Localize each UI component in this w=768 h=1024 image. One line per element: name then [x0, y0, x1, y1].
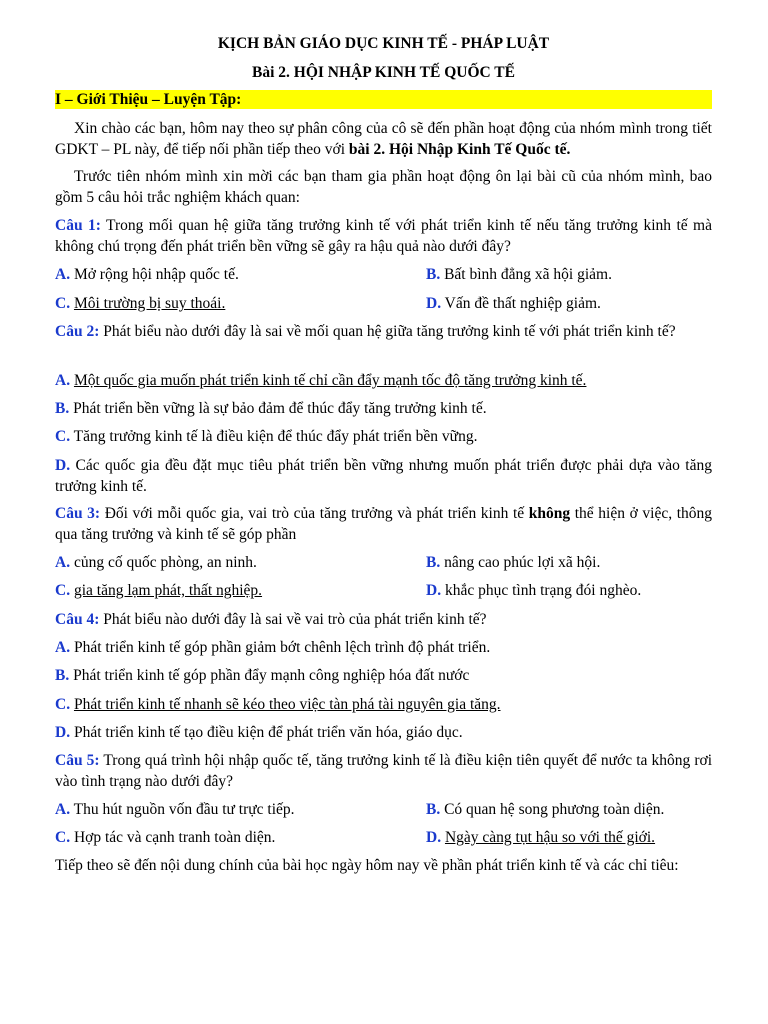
intro-paragraph-2: Trước tiên nhóm mình xin mời các bạn tham gia phần hoạt động ôn lại bài cũ của nhóm mình, bao gồm 5 câu hỏi trắc nghiệm khách quan:	[55, 168, 712, 206]
question-2-option-a: A. Một quốc gia muốn phát triển kinh tế chỉ cần đẩy mạnh tốc độ tăng trưởng kinh tế.	[55, 372, 587, 389]
document-title: KỊCH BẢN GIÁO DỤC KINH TẾ - PHÁP LUẬT	[217, 35, 550, 52]
question-2-label: Câu 2:	[55, 323, 100, 340]
question-5: Câu 5: Trong quá trình hội nhập quốc tế, tăng trưởng kinh tế là điều kiện tiên quyết để nước ta không rơi vào tình trạng nào dưới đây?	[55, 752, 712, 790]
question-3-option-b: B. nâng cao phúc lợi xã hội.	[426, 554, 601, 571]
question-1-option-a: A. Mở rộng hội nhập quốc tế.	[55, 266, 239, 283]
question-3-label: Câu 3:	[55, 505, 101, 522]
intro-1-text: Xin chào các bạn, hôm nay theo sự phân công của cô sẽ đến phần hoạt động của nhóm mình trong tiết GDKT – PL này, để tiếp nối phần tiếp theo với	[55, 120, 712, 158]
correct-answer: Phát triển kinh tế nhanh sẽ kéo theo việc tàn phá tài nguyên gia tăng.	[73, 696, 501, 713]
question-5-option-c: C. Hợp tác và cạnh tranh toàn diện.	[55, 829, 276, 846]
question-1	[55, 215, 712, 257]
question-5-option-a: A. Thu hút nguồn vốn đầu tư trực tiếp.	[55, 801, 295, 818]
section-heading: I – Giới Thiệu – Luyện Tập:	[55, 90, 712, 109]
correct-answer: gia tăng lạm phát, thất nghiệp.	[73, 582, 263, 599]
question-5-label: Câu 5:	[55, 752, 100, 769]
correct-answer: Ngày càng tụt hậu so với thế giới.	[444, 829, 656, 846]
question-1-option-c: C. Môi trường bị suy thoái.	[55, 295, 226, 312]
correct-answer: Môi trường bị suy thoái.	[73, 295, 226, 312]
question-5-option-d: D. Ngày càng tụt hậu so với thế giới.	[426, 829, 656, 846]
question-3-option-c: C. gia tăng lạm phát, thất nghiệp.	[55, 582, 263, 599]
question-4: Câu 4: Phát biểu nào dưới đây là sai về vai trò của phát triển kinh tế?	[55, 611, 487, 628]
question-4-option-c: C. Phát triển kinh tế nhanh sẽ kéo theo việc tàn phá tài nguyên gia tăng.	[55, 696, 501, 713]
lesson-subtitle: Bài 2. HỘI NHẬP KINH TẾ QUỐC TẾ	[252, 64, 515, 81]
question-3-option-a: A. củng cố quốc phòng, an ninh.	[55, 554, 257, 571]
question-4-option-d: D. Phát triển kinh tế tạo điều kiện để phát triển văn hóa, giáo dục.	[55, 724, 463, 741]
question-2-option-d: D. Các quốc gia đều đặt mục tiêu phát triển bền vững nhưng muốn phát triển được phải dựa vào tăng trưởng kinh tế.	[55, 457, 712, 495]
question-1-option-b: B. Bất bình đẳng xã hội giảm.	[426, 266, 612, 283]
question-2-option-c: C. Tăng trưởng kinh tế là điều kiện để thúc đẩy phát triển bền vững.	[55, 428, 478, 445]
intro-paragraph-1	[55, 118, 712, 160]
question-1-text: Trong mối quan hệ giữa tăng trưởng kinh tế với phát triển kinh tế nếu tăng trưởng kinh tế mà không chú trọng đến phát triển bền vững sẽ gây ra hậu quả nào dưới đây?	[55, 217, 712, 255]
correct-answer: Một quốc gia muốn phát triển kinh tế chỉ cần đẩy mạnh tốc độ tăng trưởng kinh tế.	[73, 372, 587, 389]
question-2-option-b: B. Phát triển bền vững là sự bảo đảm để thúc đẩy tăng trưởng kinh tế.	[55, 400, 487, 417]
question-4-label: Câu 4:	[55, 611, 100, 628]
question-2-text: Phát biểu nào dưới đây là sai về mối quan hệ giữa tăng trưởng kinh tế với phát triển kinh tế?	[99, 323, 676, 340]
question-1-label: Câu 1:	[55, 217, 101, 234]
outro-paragraph: Tiếp theo sẽ đến nội dung chính của bài học ngày hôm nay về phần phát triển kinh tế và các chỉ tiêu:	[55, 857, 679, 874]
question-4-option-a: A. Phát triển kinh tế góp phần giảm bớt chênh lệch trình độ phát triển.	[55, 639, 491, 656]
question-4-option-b: B. Phát triển kinh tế góp phần đẩy mạnh công nghiệp hóa đất nước	[55, 667, 470, 684]
question-2	[55, 321, 712, 342]
question-3-option-d: D. khắc phục tình trạng đói nghèo.	[426, 582, 642, 599]
intro-1-lesson-name: bài 2. Hội Nhập Kinh Tế Quốc tế.	[348, 141, 571, 158]
question-1-option-d: D. Vấn đề thất nghiệp giảm.	[426, 295, 601, 312]
question-5-option-b: B. Có quan hệ song phương toàn diện.	[426, 801, 665, 818]
question-3: Câu 3: Đối với mỗi quốc gia, vai trò của tăng trưởng và phát triển kinh tế không thể hiện ở việc, thông qua tăng trưởng và kinh tế sẽ góp phần	[55, 505, 712, 543]
